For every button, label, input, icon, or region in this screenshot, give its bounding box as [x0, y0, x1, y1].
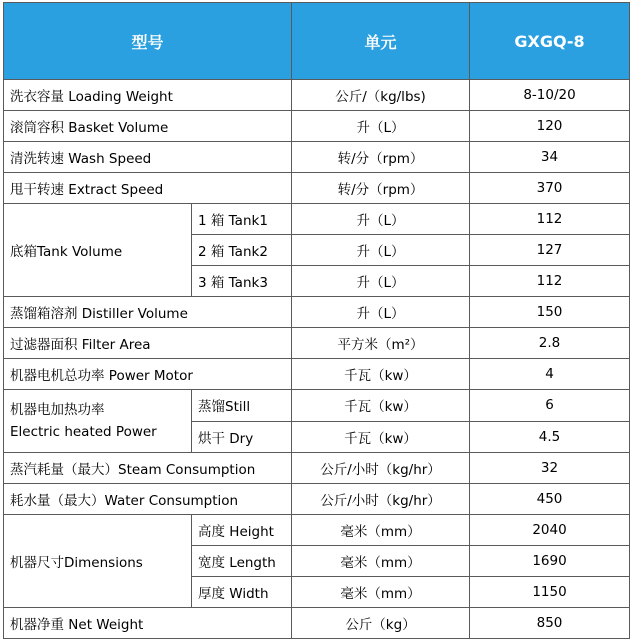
row-unit: 千瓦（kw） — [292, 390, 470, 421]
row-value: 4.5 — [470, 421, 630, 452]
row-unit: 公斤/小时（kg/hr） — [292, 483, 470, 514]
row-value: 370 — [470, 173, 630, 204]
row-value: 112 — [470, 204, 630, 235]
row-value: 2040 — [470, 514, 630, 545]
row-unit: 升（L） — [292, 235, 470, 266]
row-unit: 毫米（mm） — [292, 576, 470, 607]
row-label: 甩干转速 Extract Speed — [4, 173, 292, 204]
row-value: 150 — [470, 297, 630, 328]
row-unit: 公斤/（kg/lbs) — [292, 80, 470, 111]
row-value: 1150 — [470, 576, 630, 607]
header-row — [4, 3, 630, 80]
row-value: 450 — [470, 483, 630, 514]
table-row — [4, 328, 630, 359]
table-row — [4, 80, 630, 111]
row-label: 机器净重 Net Weight — [4, 607, 292, 638]
table-row — [4, 483, 630, 514]
row-value: 6 — [470, 390, 630, 421]
row-label: 蒸馏箱溶剂 Distiller Volume — [4, 297, 292, 328]
sub-label: 1 箱 Tank1 — [192, 204, 292, 235]
row-unit: 毫米（mm） — [292, 545, 470, 576]
row-unit: 升（L） — [292, 204, 470, 235]
row-value: 1690 — [470, 545, 630, 576]
table-row — [4, 204, 630, 235]
row-unit: 升（L） — [292, 297, 470, 328]
row-label: 清洗转速 Wash Speed — [4, 142, 292, 173]
spec-table — [3, 2, 630, 639]
table-row — [4, 297, 630, 328]
table-row — [4, 173, 630, 204]
heating-label-en: Electric heated Power — [10, 424, 157, 441]
table-row — [4, 452, 630, 483]
row-value: 112 — [470, 266, 630, 297]
row-label: 洗衣容量 Loading Weight — [4, 80, 292, 111]
header-value: GXGQ-8 — [470, 3, 630, 80]
row-value: 2.8 — [470, 328, 630, 359]
sub-label: 厚度 Width — [192, 576, 292, 607]
row-unit: 公斤/小时（kg/hr） — [292, 452, 470, 483]
row-value: 8-10/20 — [470, 80, 630, 111]
group-label-tank: 底箱Tank Volume — [4, 204, 192, 297]
row-unit: 公斤（kg） — [292, 607, 470, 638]
group-label-dimensions: 机器尺寸Dimensions — [4, 514, 192, 607]
sub-label: 宽度 Length — [192, 545, 292, 576]
row-value: 32 — [470, 452, 630, 483]
row-unit: 千瓦（kw） — [292, 421, 470, 452]
header-unit: 单元 — [292, 3, 470, 80]
table-row — [4, 607, 630, 638]
row-value: 850 — [470, 607, 630, 638]
header-model: 型号 — [4, 3, 292, 80]
sub-label: 蒸馏Still — [192, 390, 292, 421]
row-unit: 平方米（m²） — [292, 328, 470, 359]
row-label: 蒸汽耗量（最大）Steam Consumption — [4, 452, 292, 483]
sub-label: 高度 Height — [192, 514, 292, 545]
row-label: 耗水量（最大）Water Consumption — [4, 483, 292, 514]
row-value: 127 — [470, 235, 630, 266]
row-unit: 转/分（rpm） — [292, 173, 470, 204]
row-value: 4 — [470, 359, 630, 390]
row-label: 过滤器面积 Filter Area — [4, 328, 292, 359]
row-value: 120 — [470, 111, 630, 142]
table-row — [4, 390, 630, 421]
row-unit: 升（L） — [292, 111, 470, 142]
sub-label: 3 箱 Tank3 — [192, 266, 292, 297]
sub-label: 2 箱 Tank2 — [192, 235, 292, 266]
group-label-heating — [4, 390, 192, 452]
row-value: 34 — [470, 142, 630, 173]
row-unit: 升（L） — [292, 266, 470, 297]
row-unit: 转/分（rpm） — [292, 142, 470, 173]
table-row — [4, 111, 630, 142]
table-row — [4, 142, 630, 173]
table-row — [4, 359, 630, 390]
sub-label: 烘干 Dry — [192, 421, 292, 452]
row-label: 滚筒容积 Basket Volume — [4, 111, 292, 142]
row-label: 机器电机总功率 Power Motor — [4, 359, 292, 390]
heating-label-cn: 机器电加热功率 — [10, 402, 105, 419]
table-row — [4, 514, 630, 545]
row-unit: 千瓦（kw） — [292, 359, 470, 390]
row-unit: 毫米（mm） — [292, 514, 470, 545]
